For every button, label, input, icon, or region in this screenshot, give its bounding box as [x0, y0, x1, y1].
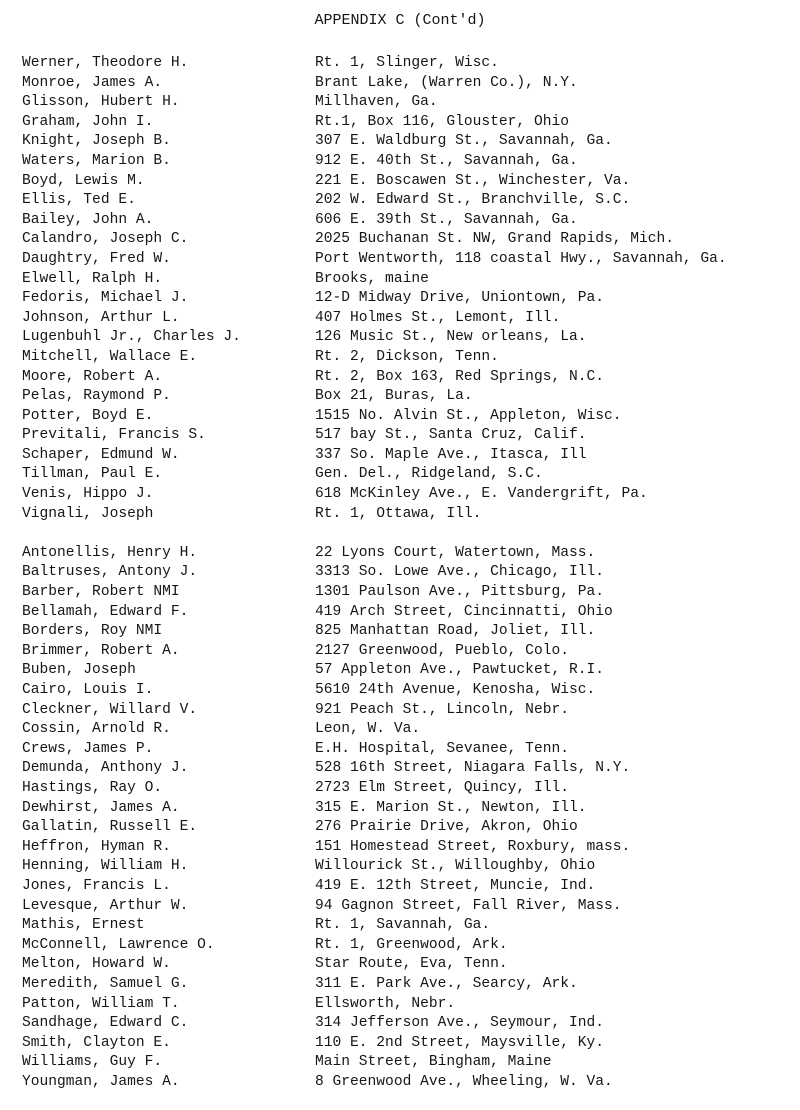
person-name: Potter, Boyd E.: [22, 407, 154, 424]
person-name: Calandro, Joseph C.: [22, 231, 189, 248]
person-name: Hastings, Ray O.: [22, 779, 163, 796]
person-address: 419 E. 12th Street, Muncie, Ind.: [315, 877, 596, 894]
person-address: 94 Gagnon Street, Fall River, Mass.: [315, 897, 622, 914]
person-name: Patton, William T.: [22, 995, 180, 1012]
person-name: Youngman, James A.: [22, 1073, 180, 1090]
person-address: Port Wentworth, 118 coastal Hwy., Savannah, Ga.: [315, 250, 727, 267]
person-address: Star Route, Eva, Tenn.: [315, 956, 508, 973]
roster-row: [22, 818, 792, 838]
roster-row: [22, 779, 792, 799]
roster-row: [22, 583, 792, 603]
person-address: 202 W. Edward St., Branchville, S.C.: [315, 192, 631, 209]
roster-row: [22, 799, 792, 819]
person-name: Venis, Hippo J.: [22, 486, 154, 503]
roster-row: [22, 446, 792, 466]
person-name: Baltruses, Antony J.: [22, 564, 198, 581]
roster-row: [22, 720, 792, 740]
roster-row: [22, 740, 792, 760]
person-address: 337 So. Maple Ave., Itasca, Ill: [315, 446, 587, 463]
person-name: Henning, William H.: [22, 858, 189, 875]
person-name: McConnell, Lawrence O.: [22, 936, 215, 953]
person-name: Brimmer, Robert A.: [22, 642, 180, 659]
person-name: Cairo, Louis I.: [22, 682, 154, 698]
person-name: Dewhirst, James A.: [22, 799, 180, 816]
roster-row: [22, 622, 792, 642]
roster-row: [22, 172, 792, 192]
roster-row: [22, 426, 792, 446]
roster-list: [22, 54, 792, 1092]
roster-row: [22, 642, 792, 662]
person-name: Ellis, Ted E.: [22, 192, 136, 209]
roster-row: [22, 465, 792, 485]
roster-row: [22, 74, 792, 94]
person-name: Sandhage, Edward C.: [22, 1015, 189, 1032]
roster-row: [22, 661, 792, 681]
person-address: 311 E. Park Ave., Searcy, Ark.: [315, 975, 578, 992]
person-name: Vignali, Joseph: [22, 505, 154, 522]
person-name: Elwell, Ralph H.: [22, 270, 163, 287]
person-name: Bellamah, Edward F.: [22, 603, 189, 620]
roster-row: [22, 289, 792, 309]
person-address: 606 E. 39th St., Savannah, Ga.: [315, 211, 578, 228]
person-name: Fedoris, Michael J.: [22, 290, 189, 307]
roster-row: [22, 838, 792, 858]
person-address: 419 Arch Street, Cincinnatti, Ohio: [315, 603, 613, 620]
person-address: E.H. Hospital, Sevanee, Tenn.: [315, 740, 569, 757]
person-name: Monroe, James A.: [22, 74, 163, 91]
person-name: Graham, John I.: [22, 113, 154, 130]
roster-row: [22, 975, 792, 995]
person-address: 221 E. Boscawen St., Winchester, Va.: [315, 172, 631, 189]
person-name: Tillman, Paul E.: [22, 466, 163, 483]
roster-row: [22, 93, 792, 113]
roster-row: [22, 681, 792, 701]
person-name: Barber, Robert NMI: [22, 584, 180, 601]
roster-row: [22, 916, 792, 936]
roster-row: [22, 387, 792, 407]
person-name: Cossin, Arnold R.: [22, 721, 171, 738]
person-address: 126 Music St., New orleans, La.: [315, 329, 587, 346]
person-address: Rt. 2, Dickson, Tenn.: [315, 348, 499, 365]
person-name: Glisson, Hubert H.: [22, 94, 180, 111]
person-address: Rt. 1, Ottawa, Ill.: [315, 505, 482, 522]
roster-row: [22, 368, 792, 388]
roster-row: [22, 191, 792, 211]
person-name: Gallatin, Russell E.: [22, 819, 198, 836]
person-name: Antonellis, Henry H.: [22, 544, 198, 561]
person-name: Cleckner, Willard V.: [22, 701, 198, 718]
person-name: Pelas, Raymond P.: [22, 388, 171, 405]
person-name: Smith, Clayton E.: [22, 1034, 171, 1051]
person-address: 151 Homestead Street, Roxbury, mass.: [315, 838, 631, 855]
person-name: Mitchell, Wallace E.: [22, 348, 198, 365]
roster-row: [22, 857, 792, 877]
person-name: Boyd, Lewis M.: [22, 172, 145, 189]
person-address: Gen. Del., Ridgeland, S.C.: [315, 466, 543, 483]
person-address: Millhaven, Ga.: [315, 94, 438, 111]
person-address: 1301 Paulson Ave., Pittsburg, Pa.: [315, 584, 605, 601]
person-name: Heffron, Hyman R.: [22, 838, 171, 855]
roster-row: [22, 211, 792, 231]
person-name: Crews, James P.: [22, 740, 154, 757]
roster-row: [22, 505, 792, 525]
roster-row: [22, 54, 792, 74]
roster-row: [22, 563, 792, 583]
person-address: 307 E. Waldburg St., Savannah, Ga.: [315, 133, 613, 150]
roster-row: [22, 1073, 792, 1093]
person-address: 3313 So. Lowe Ave., Chicago, Ill.: [315, 564, 605, 581]
person-name: Borders, Roy NMI: [22, 623, 163, 640]
person-name: Previtali, Francis S.: [22, 427, 206, 444]
person-name: Johnson, Arthur L.: [22, 309, 180, 326]
person-address: Brant Lake, (Warren Co.), N.Y.: [315, 74, 578, 91]
roster-row: [22, 348, 792, 368]
roster-row: [22, 1053, 792, 1073]
roster-group: [22, 54, 792, 524]
person-address: Main Street, Bingham, Maine: [315, 1054, 552, 1071]
person-name: Levesque, Arthur W.: [22, 897, 189, 914]
roster-row: [22, 407, 792, 427]
person-name: Moore, Robert A.: [22, 368, 163, 385]
roster-row: [22, 1034, 792, 1054]
roster-row: [22, 485, 792, 505]
person-address: 57 Appleton Ave., Pawtucket, R.I.: [315, 662, 605, 679]
roster-row: [22, 152, 792, 172]
person-address: Rt. 1, Savannah, Ga.: [315, 917, 491, 934]
roster-row: [22, 955, 792, 975]
person-address: Box 21, Buras, La.: [315, 388, 473, 405]
person-name: Lugenbuhl Jr., Charles J.: [22, 329, 241, 346]
person-address: Willourick St., Willoughby, Ohio: [315, 858, 596, 875]
person-name: Jones, Francis L.: [22, 877, 171, 894]
person-address: Leon, W. Va.: [315, 721, 421, 738]
person-address: 517 bay St., Santa Cruz, Calif.: [315, 427, 587, 444]
roster-row: [22, 328, 792, 348]
person-name: Daughtry, Fred W.: [22, 250, 171, 267]
person-address: Rt.1, Box 116, Glouster, Ohio: [315, 113, 569, 130]
person-address: 314 Jefferson Ave., Seymour, Ind.: [315, 1015, 605, 1032]
person-name: Demunda, Anthony J.: [22, 760, 189, 777]
page-title: APPENDIX C (Cont'd): [314, 12, 486, 29]
person-address: 12-D Midway Drive, Uniontown, Pa.: [315, 290, 605, 307]
person-address: 1515 No. Alvin St., Appleton, Wisc.: [315, 407, 622, 424]
person-name: Williams, Guy F.: [22, 1054, 163, 1071]
person-name: Bailey, John A.: [22, 211, 154, 228]
person-address: 2723 Elm Street, Quincy, Ill.: [315, 779, 569, 796]
person-address: 2025 Buchanan St. NW, Grand Rapids, Mich.: [315, 231, 675, 248]
person-address: Rt. 1, Slinger, Wisc.: [315, 55, 499, 71]
roster-row: [22, 759, 792, 779]
person-address: Brooks, maine: [315, 270, 429, 287]
roster-row: [22, 230, 792, 250]
person-address: 315 E. Marion St., Newton, Ill.: [315, 799, 587, 816]
person-name: Buben, Joseph: [22, 662, 136, 679]
roster-row: [22, 544, 792, 564]
person-address: 5610 24th Avenue, Kenosha, Wisc.: [315, 682, 596, 698]
person-name: Knight, Joseph B.: [22, 133, 171, 150]
person-address: Rt. 1, Greenwood, Ark.: [315, 936, 508, 953]
roster-row: [22, 1014, 792, 1034]
person-address: 921 Peach St., Lincoln, Nebr.: [315, 701, 569, 718]
roster-row: [22, 113, 792, 133]
person-name: Meredith, Samuel G.: [22, 975, 189, 992]
roster-row: [22, 603, 792, 623]
person-address: 2127 Greenwood, Pueblo, Colo.: [315, 642, 569, 659]
person-address: 8 Greenwood Ave., Wheeling, W. Va.: [315, 1073, 613, 1090]
person-address: Ellsworth, Nebr.: [315, 995, 456, 1012]
person-name: Mathis, Ernest: [22, 917, 145, 934]
person-name: Schaper, Edmund W.: [22, 446, 180, 463]
person-address: 276 Prairie Drive, Akron, Ohio: [315, 819, 578, 836]
roster-row: [22, 309, 792, 329]
roster-row: [22, 250, 792, 270]
person-address: 22 Lyons Court, Watertown, Mass.: [315, 544, 596, 561]
person-address: 912 E. 40th St., Savannah, Ga.: [315, 152, 578, 169]
person-address: 407 Holmes St., Lemont, Ill.: [315, 309, 561, 326]
roster-row: [22, 897, 792, 917]
roster-row: [22, 936, 792, 956]
roster-row: [22, 877, 792, 897]
roster-row: [22, 995, 792, 1015]
person-address: 618 McKinley Ave., E. Vandergrift, Pa.: [315, 486, 648, 503]
roster-row: [22, 701, 792, 721]
person-address: Rt. 2, Box 163, Red Springs, N.C.: [315, 368, 605, 385]
roster-group: [22, 544, 792, 1093]
person-name: Melton, Howard W.: [22, 956, 171, 973]
roster-row: [22, 270, 792, 290]
person-name: Werner, Theodore H.: [22, 55, 189, 71]
person-name: Waters, Marion B.: [22, 152, 171, 169]
person-address: 528 16th Street, Niagara Falls, N.Y.: [315, 760, 631, 777]
person-address: 825 Manhattan Road, Joliet, Ill.: [315, 623, 596, 640]
person-address: 110 E. 2nd Street, Maysville, Ky.: [315, 1034, 605, 1051]
roster-row: [22, 132, 792, 152]
